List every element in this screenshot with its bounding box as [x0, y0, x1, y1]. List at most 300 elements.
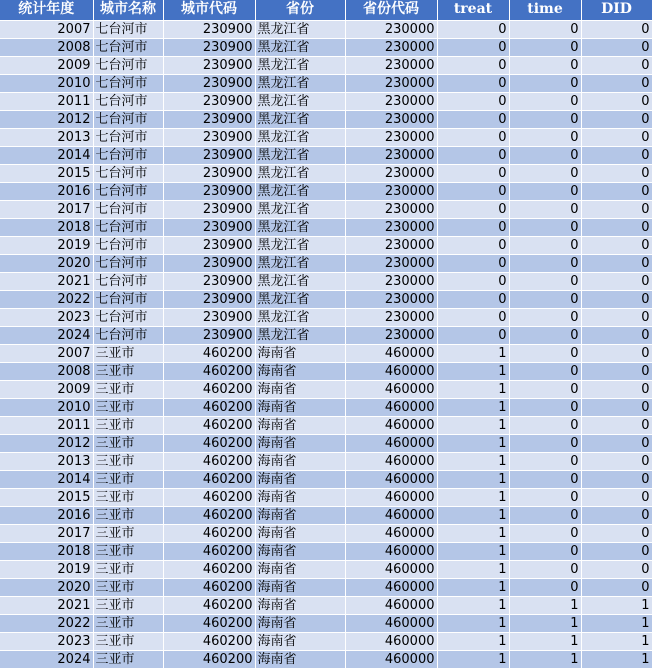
cell-city-name[interactable]: 三亚市: [93, 560, 163, 578]
cell-city-code[interactable]: 230900: [163, 326, 255, 344]
cell-province[interactable]: 黑龙江省: [255, 164, 345, 182]
cell-did[interactable]: 0: [581, 110, 652, 128]
cell-treat[interactable]: 0: [437, 200, 509, 218]
cell-year[interactable]: 2019: [0, 560, 93, 578]
cell-province-code[interactable]: 460000: [345, 596, 437, 614]
cell-time[interactable]: 1: [509, 632, 581, 650]
cell-province[interactable]: 黑龙江省: [255, 74, 345, 92]
cell-city-code[interactable]: 230900: [163, 200, 255, 218]
header-province-code[interactable]: 省份代码: [345, 0, 437, 20]
cell-time[interactable]: 0: [509, 128, 581, 146]
cell-city-code[interactable]: 460200: [163, 578, 255, 596]
cell-province[interactable]: 海南省: [255, 632, 345, 650]
cell-province-code[interactable]: 460000: [345, 380, 437, 398]
header-city-name[interactable]: 城市名称: [93, 0, 163, 20]
cell-treat[interactable]: 1: [437, 452, 509, 470]
table-row: [0, 326, 652, 344]
cell-province-code[interactable]: 230000: [345, 182, 437, 200]
cell-did[interactable]: 0: [581, 164, 652, 182]
cell-city-name[interactable]: 七台河市: [93, 74, 163, 92]
cell-province[interactable]: 海南省: [255, 398, 345, 416]
cell-year[interactable]: 2016: [0, 506, 93, 524]
cell-treat[interactable]: 0: [437, 146, 509, 164]
cell-city-name[interactable]: 三亚市: [93, 578, 163, 596]
cell-province-code[interactable]: 230000: [345, 20, 437, 38]
cell-treat[interactable]: 1: [437, 650, 509, 668]
cell-did[interactable]: 0: [581, 488, 652, 506]
cell-treat[interactable]: 1: [437, 344, 509, 362]
cell-treat[interactable]: 1: [437, 578, 509, 596]
cell-year[interactable]: 2014: [0, 146, 93, 164]
cell-time[interactable]: 0: [509, 74, 581, 92]
cell-treat[interactable]: 0: [437, 182, 509, 200]
cell-city-code[interactable]: 460200: [163, 596, 255, 614]
cell-province[interactable]: 海南省: [255, 650, 345, 668]
cell-time[interactable]: 0: [509, 308, 581, 326]
cell-did[interactable]: 0: [581, 272, 652, 290]
cell-treat[interactable]: 0: [437, 236, 509, 254]
cell-treat[interactable]: 0: [437, 326, 509, 344]
cell-province-code[interactable]: 230000: [345, 128, 437, 146]
cell-city-code[interactable]: 460200: [163, 506, 255, 524]
cell-province-code[interactable]: 460000: [345, 362, 437, 380]
cell-city-code[interactable]: 460200: [163, 398, 255, 416]
cell-time[interactable]: 0: [509, 236, 581, 254]
header-did[interactable]: DID: [581, 0, 652, 20]
cell-city-code[interactable]: 230900: [163, 182, 255, 200]
cell-year[interactable]: 2015: [0, 164, 93, 182]
cell-time[interactable]: 0: [509, 110, 581, 128]
cell-city-name[interactable]: 七台河市: [93, 164, 163, 182]
cell-did[interactable]: 0: [581, 182, 652, 200]
cell-time[interactable]: 1: [509, 596, 581, 614]
cell-year[interactable]: 2024: [0, 650, 93, 668]
cell-city-code[interactable]: 460200: [163, 416, 255, 434]
cell-city-code[interactable]: 460200: [163, 344, 255, 362]
cell-province-code[interactable]: 230000: [345, 308, 437, 326]
cell-time[interactable]: 0: [509, 20, 581, 38]
cell-province[interactable]: 海南省: [255, 470, 345, 488]
cell-city-code[interactable]: 230900: [163, 38, 255, 56]
cell-time[interactable]: 0: [509, 344, 581, 362]
cell-treat[interactable]: 1: [437, 524, 509, 542]
cell-city-code[interactable]: 230900: [163, 92, 255, 110]
cell-year[interactable]: 2007: [0, 20, 93, 38]
cell-year[interactable]: 2016: [0, 182, 93, 200]
cell-province[interactable]: 海南省: [255, 488, 345, 506]
cell-province[interactable]: 黑龙江省: [255, 272, 345, 290]
cell-did[interactable]: 0: [581, 578, 652, 596]
cell-treat[interactable]: 0: [437, 218, 509, 236]
cell-city-code[interactable]: 230900: [163, 128, 255, 146]
cell-city-name[interactable]: 三亚市: [93, 650, 163, 668]
cell-time[interactable]: 1: [509, 650, 581, 668]
cell-year[interactable]: 2022: [0, 614, 93, 632]
table-row: [0, 92, 652, 110]
cell-year[interactable]: 2018: [0, 542, 93, 560]
cell-treat[interactable]: 1: [437, 488, 509, 506]
cell-treat[interactable]: 0: [437, 56, 509, 74]
cell-city-code[interactable]: 230900: [163, 290, 255, 308]
cell-did[interactable]: 0: [581, 92, 652, 110]
table-row: [0, 524, 652, 542]
cell-province-code[interactable]: 230000: [345, 38, 437, 56]
cell-did[interactable]: 1: [581, 596, 652, 614]
cell-city-code[interactable]: 460200: [163, 470, 255, 488]
cell-time[interactable]: 0: [509, 290, 581, 308]
cell-province-code[interactable]: 460000: [345, 452, 437, 470]
cell-treat[interactable]: 1: [437, 362, 509, 380]
cell-year[interactable]: 2018: [0, 218, 93, 236]
cell-province-code[interactable]: 230000: [345, 146, 437, 164]
cell-city-name[interactable]: 三亚市: [93, 488, 163, 506]
cell-city-name[interactable]: 三亚市: [93, 380, 163, 398]
cell-province[interactable]: 海南省: [255, 542, 345, 560]
cell-year[interactable]: 2010: [0, 398, 93, 416]
cell-year[interactable]: 2023: [0, 632, 93, 650]
cell-province[interactable]: 黑龙江省: [255, 146, 345, 164]
cell-city-code[interactable]: 460200: [163, 560, 255, 578]
cell-city-name[interactable]: 三亚市: [93, 416, 163, 434]
cell-year[interactable]: 2020: [0, 578, 93, 596]
cell-city-code[interactable]: 460200: [163, 524, 255, 542]
cell-treat[interactable]: 0: [437, 74, 509, 92]
cell-time[interactable]: 0: [509, 434, 581, 452]
cell-treat[interactable]: 1: [437, 470, 509, 488]
cell-treat[interactable]: 1: [437, 380, 509, 398]
cell-year[interactable]: 2010: [0, 74, 93, 92]
cell-city-code[interactable]: 230900: [163, 56, 255, 74]
cell-city-name[interactable]: 七台河市: [93, 92, 163, 110]
cell-did[interactable]: 0: [581, 470, 652, 488]
cell-did[interactable]: 0: [581, 380, 652, 398]
cell-province[interactable]: 海南省: [255, 416, 345, 434]
cell-did[interactable]: 0: [581, 290, 652, 308]
cell-city-code[interactable]: 230900: [163, 146, 255, 164]
cell-did[interactable]: 0: [581, 506, 652, 524]
cell-time[interactable]: 0: [509, 182, 581, 200]
header-city-code[interactable]: 城市代码: [163, 0, 255, 20]
cell-province-code[interactable]: 460000: [345, 560, 437, 578]
cell-province-code[interactable]: 460000: [345, 344, 437, 362]
cell-treat[interactable]: 0: [437, 290, 509, 308]
cell-time[interactable]: 0: [509, 326, 581, 344]
cell-did[interactable]: 0: [581, 560, 652, 578]
cell-year[interactable]: 2009: [0, 380, 93, 398]
cell-city-code[interactable]: 460200: [163, 650, 255, 668]
cell-city-name[interactable]: 七台河市: [93, 38, 163, 56]
cell-province[interactable]: 黑龙江省: [255, 200, 345, 218]
cell-time[interactable]: 0: [509, 560, 581, 578]
cell-city-name[interactable]: 七台河市: [93, 254, 163, 272]
cell-treat[interactable]: 1: [437, 560, 509, 578]
cell-did[interactable]: 0: [581, 452, 652, 470]
cell-province-code[interactable]: 230000: [345, 290, 437, 308]
cell-province[interactable]: 黑龙江省: [255, 20, 345, 38]
cell-city-name[interactable]: 三亚市: [93, 434, 163, 452]
cell-province[interactable]: 黑龙江省: [255, 290, 345, 308]
cell-city-code[interactable]: 230900: [163, 20, 255, 38]
cell-city-name[interactable]: 七台河市: [93, 272, 163, 290]
cell-province[interactable]: 黑龙江省: [255, 110, 345, 128]
cell-city-code[interactable]: 460200: [163, 632, 255, 650]
cell-province-code[interactable]: 460000: [345, 434, 437, 452]
cell-did[interactable]: 0: [581, 308, 652, 326]
cell-city-name[interactable]: 三亚市: [93, 362, 163, 380]
header-time[interactable]: time: [509, 0, 581, 20]
cell-time[interactable]: 0: [509, 272, 581, 290]
cell-province[interactable]: 海南省: [255, 596, 345, 614]
cell-treat[interactable]: 1: [437, 614, 509, 632]
cell-year[interactable]: 2021: [0, 272, 93, 290]
cell-did[interactable]: 0: [581, 416, 652, 434]
cell-province-code[interactable]: 230000: [345, 74, 437, 92]
cell-treat[interactable]: 1: [437, 632, 509, 650]
cell-province-code[interactable]: 460000: [345, 524, 437, 542]
cell-province-code[interactable]: 230000: [345, 236, 437, 254]
cell-city-code[interactable]: 230900: [163, 254, 255, 272]
cell-did[interactable]: 1: [581, 614, 652, 632]
cell-city-name[interactable]: 七台河市: [93, 20, 163, 38]
cell-province-code[interactable]: 230000: [345, 110, 437, 128]
cell-province-code[interactable]: 230000: [345, 92, 437, 110]
cell-did[interactable]: 0: [581, 344, 652, 362]
cell-time[interactable]: 0: [509, 380, 581, 398]
cell-city-code[interactable]: 230900: [163, 236, 255, 254]
cell-city-name[interactable]: 三亚市: [93, 614, 163, 632]
cell-province[interactable]: 黑龙江省: [255, 92, 345, 110]
cell-city-name[interactable]: 七台河市: [93, 236, 163, 254]
cell-did[interactable]: 1: [581, 632, 652, 650]
cell-year[interactable]: 2019: [0, 236, 93, 254]
cell-province-code[interactable]: 460000: [345, 632, 437, 650]
cell-city-code[interactable]: 230900: [163, 74, 255, 92]
cell-province-code[interactable]: 460000: [345, 650, 437, 668]
cell-year[interactable]: 2011: [0, 416, 93, 434]
cell-province[interactable]: 黑龙江省: [255, 254, 345, 272]
cell-city-name[interactable]: 七台河市: [93, 200, 163, 218]
cell-did[interactable]: 0: [581, 398, 652, 416]
cell-time[interactable]: 0: [509, 164, 581, 182]
cell-did[interactable]: 0: [581, 56, 652, 74]
cell-city-name[interactable]: 三亚市: [93, 596, 163, 614]
cell-time[interactable]: 0: [509, 92, 581, 110]
cell-did[interactable]: 0: [581, 218, 652, 236]
cell-year[interactable]: 2023: [0, 308, 93, 326]
cell-year[interactable]: 2013: [0, 128, 93, 146]
cell-year[interactable]: 2008: [0, 362, 93, 380]
cell-province-code[interactable]: 460000: [345, 506, 437, 524]
cell-year[interactable]: 2024: [0, 326, 93, 344]
cell-did[interactable]: 0: [581, 434, 652, 452]
cell-province-code[interactable]: 460000: [345, 542, 437, 560]
cell-treat[interactable]: 1: [437, 596, 509, 614]
cell-did[interactable]: 0: [581, 20, 652, 38]
cell-time[interactable]: 0: [509, 542, 581, 560]
cell-province[interactable]: 黑龙江省: [255, 128, 345, 146]
cell-treat[interactable]: 1: [437, 434, 509, 452]
cell-city-name[interactable]: 七台河市: [93, 326, 163, 344]
cell-city-name[interactable]: 七台河市: [93, 182, 163, 200]
cell-province[interactable]: 海南省: [255, 506, 345, 524]
cell-year[interactable]: 2012: [0, 110, 93, 128]
cell-city-code[interactable]: 460200: [163, 434, 255, 452]
cell-city-name[interactable]: 七台河市: [93, 308, 163, 326]
cell-city-code[interactable]: 230900: [163, 308, 255, 326]
cell-year[interactable]: 2015: [0, 488, 93, 506]
cell-province[interactable]: 海南省: [255, 344, 345, 362]
cell-time[interactable]: 0: [509, 56, 581, 74]
cell-year[interactable]: 2008: [0, 38, 93, 56]
cell-province-code[interactable]: 460000: [345, 488, 437, 506]
cell-treat[interactable]: 1: [437, 416, 509, 434]
cell-province[interactable]: 海南省: [255, 524, 345, 542]
cell-city-name[interactable]: 三亚市: [93, 344, 163, 362]
cell-time[interactable]: 0: [509, 146, 581, 164]
cell-province[interactable]: 黑龙江省: [255, 236, 345, 254]
header-treat[interactable]: treat: [437, 0, 509, 20]
cell-city-name[interactable]: 三亚市: [93, 524, 163, 542]
cell-province[interactable]: 黑龙江省: [255, 326, 345, 344]
cell-time[interactable]: 0: [509, 254, 581, 272]
cell-time[interactable]: 0: [509, 398, 581, 416]
cell-province-code[interactable]: 460000: [345, 578, 437, 596]
cell-province-code[interactable]: 230000: [345, 254, 437, 272]
cell-city-name[interactable]: 七台河市: [93, 128, 163, 146]
cell-province-code[interactable]: 230000: [345, 218, 437, 236]
cell-city-name[interactable]: 七台河市: [93, 146, 163, 164]
cell-province-code[interactable]: 230000: [345, 200, 437, 218]
cell-time[interactable]: 0: [509, 218, 581, 236]
cell-city-code[interactable]: 230900: [163, 164, 255, 182]
cell-year[interactable]: 2013: [0, 452, 93, 470]
cell-province[interactable]: 海南省: [255, 578, 345, 596]
cell-city-name[interactable]: 七台河市: [93, 110, 163, 128]
cell-time[interactable]: 0: [509, 38, 581, 56]
cell-treat[interactable]: 0: [437, 308, 509, 326]
cell-city-code[interactable]: 460200: [163, 488, 255, 506]
cell-province-code[interactable]: 230000: [345, 56, 437, 74]
cell-treat[interactable]: 0: [437, 92, 509, 110]
cell-year[interactable]: 2011: [0, 92, 93, 110]
cell-treat[interactable]: 0: [437, 110, 509, 128]
cell-time[interactable]: 0: [509, 416, 581, 434]
cell-treat[interactable]: 1: [437, 398, 509, 416]
cell-city-code[interactable]: 460200: [163, 452, 255, 470]
cell-did[interactable]: 0: [581, 200, 652, 218]
cell-did[interactable]: 0: [581, 146, 652, 164]
cell-treat[interactable]: 0: [437, 254, 509, 272]
cell-city-name[interactable]: 三亚市: [93, 398, 163, 416]
cell-city-code[interactable]: 460200: [163, 614, 255, 632]
cell-city-name[interactable]: 三亚市: [93, 452, 163, 470]
cell-year[interactable]: 2017: [0, 200, 93, 218]
cell-did[interactable]: 0: [581, 236, 652, 254]
cell-year[interactable]: 2007: [0, 344, 93, 362]
cell-province[interactable]: 黑龙江省: [255, 56, 345, 74]
cell-province-code[interactable]: 230000: [345, 272, 437, 290]
cell-year[interactable]: 2022: [0, 290, 93, 308]
cell-did[interactable]: 0: [581, 128, 652, 146]
cell-city-code[interactable]: 230900: [163, 110, 255, 128]
header-year[interactable]: 统计年度: [0, 0, 93, 20]
cell-province[interactable]: 海南省: [255, 362, 345, 380]
cell-province[interactable]: 海南省: [255, 614, 345, 632]
cell-province[interactable]: 海南省: [255, 452, 345, 470]
cell-province-code[interactable]: 460000: [345, 416, 437, 434]
cell-city-name[interactable]: 三亚市: [93, 470, 163, 488]
cell-treat[interactable]: 0: [437, 272, 509, 290]
cell-province[interactable]: 黑龙江省: [255, 218, 345, 236]
cell-city-code[interactable]: 460200: [163, 542, 255, 560]
cell-province-code[interactable]: 460000: [345, 614, 437, 632]
cell-did[interactable]: 0: [581, 74, 652, 92]
cell-time[interactable]: 0: [509, 452, 581, 470]
cell-city-name[interactable]: 七台河市: [93, 56, 163, 74]
cell-city-code[interactable]: 230900: [163, 218, 255, 236]
cell-time[interactable]: 0: [509, 524, 581, 542]
cell-city-name[interactable]: 三亚市: [93, 506, 163, 524]
cell-city-name[interactable]: 七台河市: [93, 290, 163, 308]
cell-province[interactable]: 黑龙江省: [255, 38, 345, 56]
cell-year[interactable]: 2017: [0, 524, 93, 542]
cell-treat[interactable]: 0: [437, 38, 509, 56]
cell-treat[interactable]: 1: [437, 542, 509, 560]
cell-did[interactable]: 0: [581, 254, 652, 272]
cell-did[interactable]: 0: [581, 542, 652, 560]
cell-treat[interactable]: 1: [437, 506, 509, 524]
cell-year[interactable]: 2009: [0, 56, 93, 74]
cell-treat[interactable]: 0: [437, 20, 509, 38]
cell-did[interactable]: 0: [581, 38, 652, 56]
cell-time[interactable]: 1: [509, 614, 581, 632]
cell-treat[interactable]: 0: [437, 164, 509, 182]
cell-city-code[interactable]: 460200: [163, 362, 255, 380]
cell-time[interactable]: 0: [509, 362, 581, 380]
cell-city-name[interactable]: 三亚市: [93, 632, 163, 650]
cell-time[interactable]: 0: [509, 488, 581, 506]
cell-did[interactable]: 0: [581, 524, 652, 542]
cell-province-code[interactable]: 460000: [345, 398, 437, 416]
cell-treat[interactable]: 0: [437, 128, 509, 146]
cell-year[interactable]: 2020: [0, 254, 93, 272]
cell-time[interactable]: 0: [509, 578, 581, 596]
cell-province[interactable]: 海南省: [255, 380, 345, 398]
cell-province[interactable]: 海南省: [255, 560, 345, 578]
cell-city-code[interactable]: 460200: [163, 380, 255, 398]
cell-province[interactable]: 黑龙江省: [255, 308, 345, 326]
table-row: [0, 146, 652, 164]
cell-did[interactable]: 1: [581, 650, 652, 668]
cell-did[interactable]: 0: [581, 326, 652, 344]
cell-year[interactable]: 2014: [0, 470, 93, 488]
cell-year[interactable]: 2021: [0, 596, 93, 614]
cell-province-code[interactable]: 230000: [345, 326, 437, 344]
header-province[interactable]: 省份: [255, 0, 345, 20]
cell-province-code[interactable]: 460000: [345, 470, 437, 488]
cell-time[interactable]: 0: [509, 506, 581, 524]
cell-province[interactable]: 海南省: [255, 434, 345, 452]
cell-city-name[interactable]: 七台河市: [93, 218, 163, 236]
cell-province-code[interactable]: 230000: [345, 164, 437, 182]
cell-city-name[interactable]: 三亚市: [93, 542, 163, 560]
cell-year[interactable]: 2012: [0, 434, 93, 452]
cell-city-code[interactable]: 230900: [163, 272, 255, 290]
cell-province[interactable]: 黑龙江省: [255, 182, 345, 200]
cell-time[interactable]: 0: [509, 470, 581, 488]
cell-time[interactable]: 0: [509, 200, 581, 218]
cell-did[interactable]: 0: [581, 362, 652, 380]
